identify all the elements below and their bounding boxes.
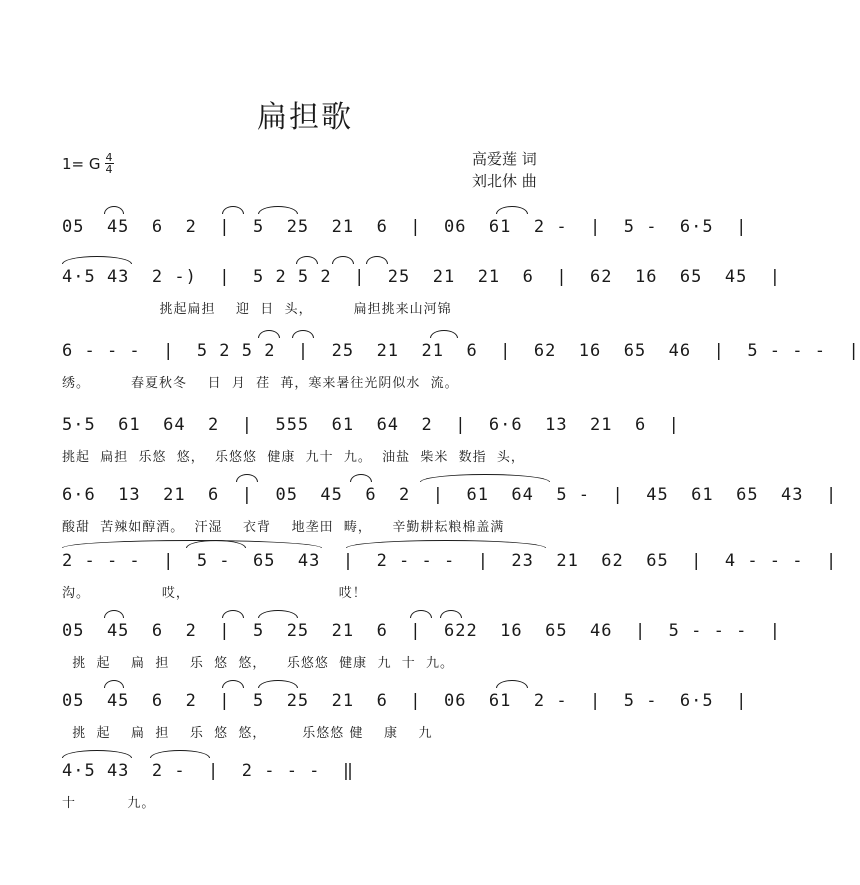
credits: [472, 148, 537, 192]
notation-line: 5·5 61 64 2 | 555 61 64 2 | 6·6 13 21 6 |: [62, 415, 680, 435]
lyrics-line: 绣。 春夏秋冬 日 月 荏 苒，寒来暑往光阴似水 流。: [62, 376, 459, 391]
slur: [496, 206, 528, 214]
key-and-time-signature: [62, 152, 114, 175]
lyrics-line: 挑 起 扁 担 乐 悠 悠， 乐悠悠 健 康 九: [62, 726, 433, 741]
time-signature: [105, 152, 114, 175]
song-title: 扁担歌: [257, 100, 353, 135]
key-label: 1= G: [62, 154, 101, 173]
lyrics-line: 挑起扁担 迎 日 头， 扁担挑来山河锦: [62, 302, 452, 317]
notation-line: 05 45 6 2 | 5 25 21 6 | 06 61 2 - | 5 - 6·5 |: [62, 691, 748, 711]
notation-line: 4·5 43 2 -) | 5 2 5 2 | 25 21 21 6 | 62 16 65 45 |: [62, 267, 782, 287]
lyrics-line: 酸甜 苦辣如醇酒。 汗湿 衣背 地垄田 畴， 辛勤耕耘粮棉盖满: [62, 520, 505, 535]
score-row-5: [0, 480, 838, 550]
slur: [258, 206, 298, 214]
score-row-2: [0, 262, 782, 332]
notation-line: 2 - - - | 5 - 65 43 | 2 - - - | 23 21 62 65 | 4 - - - |: [62, 551, 838, 571]
lyrics-line: 挑起 扁担 乐悠 悠， 乐悠悠 健康 九十 九。 油盐 柴米 数指 头，: [62, 450, 525, 465]
slur: [104, 206, 124, 214]
notation-line: 05 45 6 2 | 5 25 21 6 | 622 16 65 46 | 5 - - - |: [62, 621, 782, 641]
score-row-3: [0, 336, 860, 406]
score-row-6: [0, 546, 838, 616]
lyrics-line: 十 九。: [62, 796, 156, 811]
score-row-9: [0, 756, 610, 826]
notation-line: 6 - - - | 5 2 5 2 | 25 21 21 6 | 62 16 65 46 | 5 - - - |: [62, 341, 860, 361]
score-row-7: [0, 616, 782, 686]
notation-line: 6·6 13 21 6 | 05 45 6 2 | 61 64 5 - | 45 61 65 43 |: [62, 485, 838, 505]
time-signature-denominator: 4: [105, 163, 113, 176]
composer-credit: 刘北休 曲: [472, 172, 537, 190]
lyrics-line: 沟。 哎， 哎！: [62, 586, 367, 601]
notation-line: 4·5 43 2 - | 2 - - - ‖: [62, 761, 355, 781]
score-row-8: [0, 686, 748, 756]
notation-line: 05 45 6 2 | 5 25 21 6 | 06 61 2 - | 5 - 6·5 |: [62, 217, 748, 237]
score-row-4: [0, 410, 680, 480]
time-signature-numerator: 4: [105, 151, 113, 164]
lyrics-line: 挑 起 扁 担 乐 悠 悠， 乐悠悠 健康 九 十 九。: [62, 656, 454, 671]
slur: [222, 206, 244, 214]
lyricist-credit: 高爱莲 词: [472, 150, 537, 168]
